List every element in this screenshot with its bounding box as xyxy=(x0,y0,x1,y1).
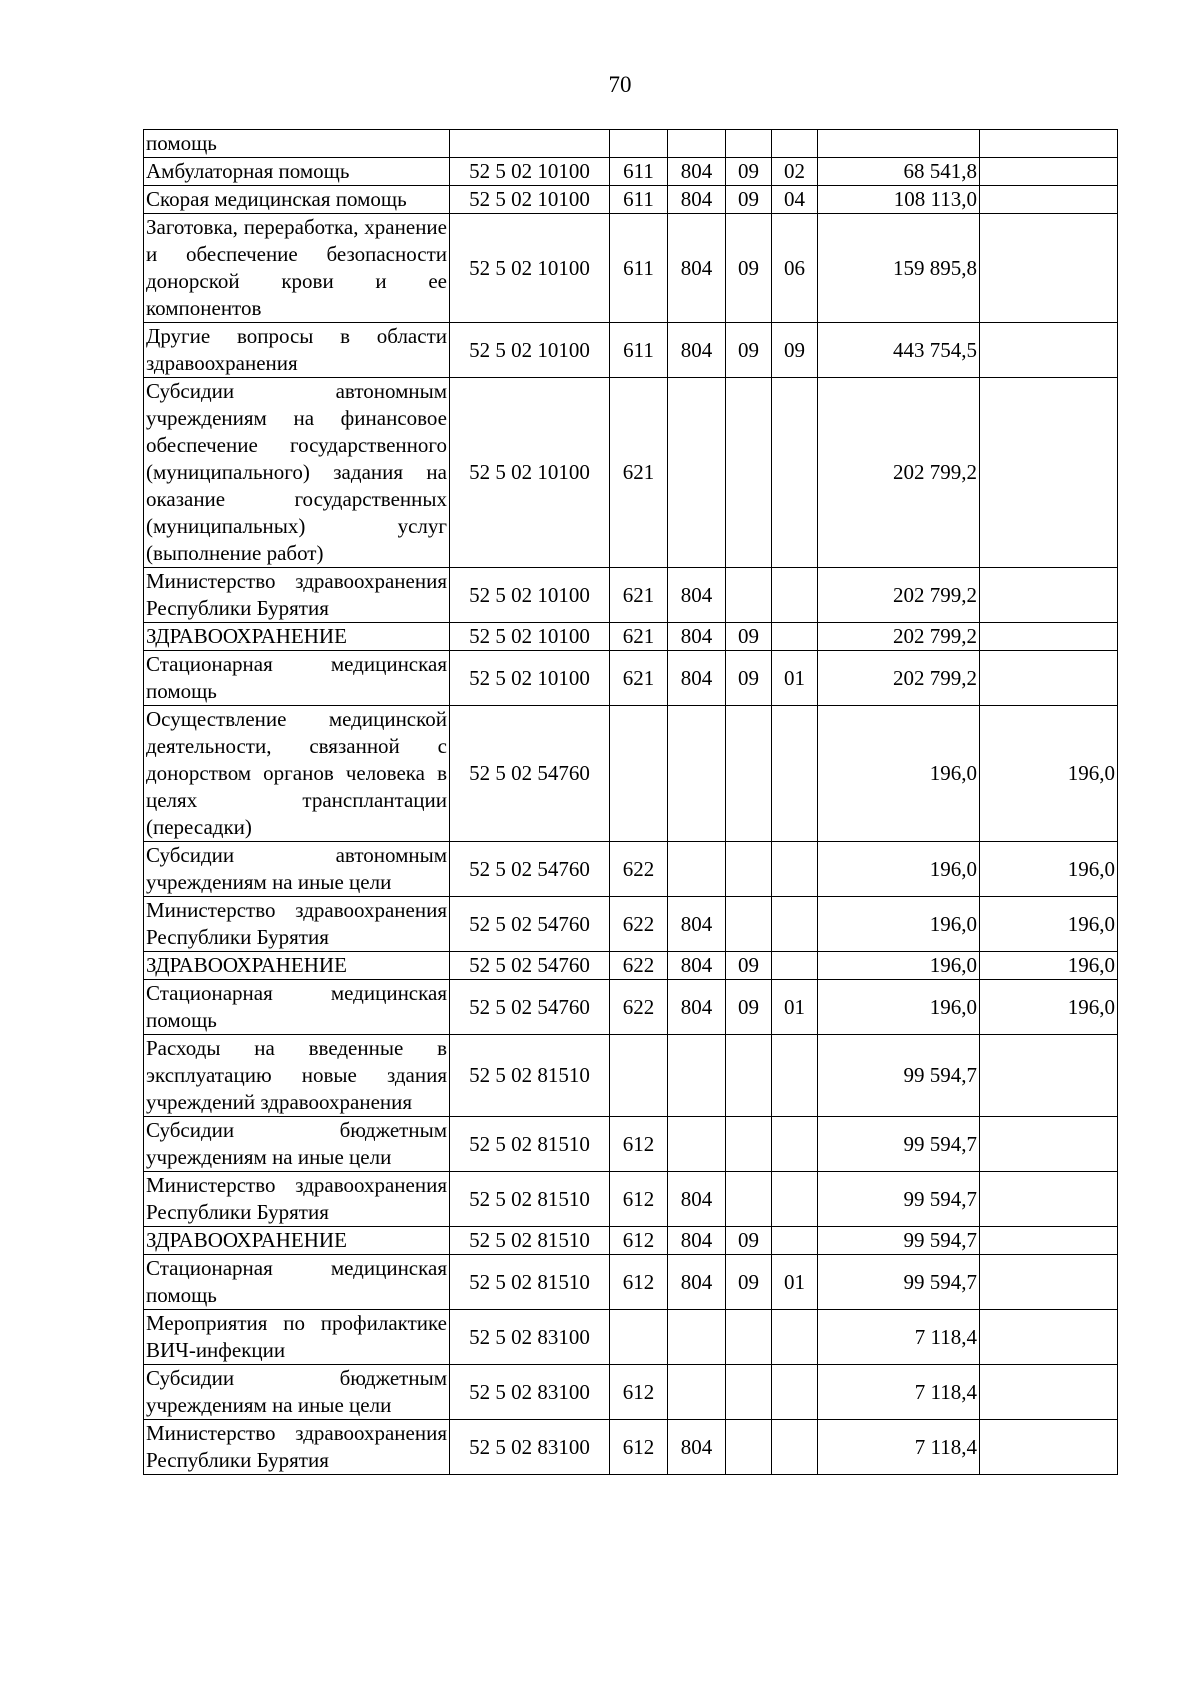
expense-type-cell: 611 xyxy=(610,158,668,186)
federal-amount-cell xyxy=(980,130,1118,158)
federal-amount-cell xyxy=(980,651,1118,706)
subsection-code-cell xyxy=(772,623,818,651)
table-row xyxy=(144,568,1118,623)
expense-type-cell: 621 xyxy=(610,623,668,651)
table-row xyxy=(144,706,1118,842)
administrator-code-cell: 804 xyxy=(668,897,726,952)
subsection-code-cell xyxy=(772,706,818,842)
federal-amount-cell xyxy=(980,378,1118,568)
row-name-cell: Расходы на введенные в эксплуатацию новые здания учреждений здравоохранения xyxy=(144,1035,450,1117)
subsection-code-cell xyxy=(772,1310,818,1365)
administrator-code-cell: 804 xyxy=(668,623,726,651)
row-name-cell: Заготовка, переработка, хранение и обеспечение безопасности донорской крови и ее компонентов xyxy=(144,214,450,323)
amount-cell: 7 118,4 xyxy=(818,1420,980,1475)
row-name-cell: Субсидии автономным учреждениям на финансовое обеспечение государственного (муниципального) задания на оказание государственных (муниципальных) услуг (выполнение работ) xyxy=(144,378,450,568)
table-row xyxy=(144,952,1118,980)
subsection-code-cell: 01 xyxy=(772,1255,818,1310)
amount-cell: 196,0 xyxy=(818,980,980,1035)
expense-type-cell: 612 xyxy=(610,1420,668,1475)
table-row xyxy=(144,1035,1118,1117)
row-name-cell: Мероприятия по профилактике ВИЧ-инфекции xyxy=(144,1310,450,1365)
section-code-cell xyxy=(726,378,772,568)
administrator-code-cell xyxy=(668,1365,726,1420)
federal-amount-cell: 196,0 xyxy=(980,842,1118,897)
table-row xyxy=(144,1117,1118,1172)
row-name-cell: Амбулаторная помощь xyxy=(144,158,450,186)
amount-cell: 68 541,8 xyxy=(818,158,980,186)
section-code-cell xyxy=(726,1420,772,1475)
administrator-code-cell: 804 xyxy=(668,1172,726,1227)
expense-type-cell: 622 xyxy=(610,897,668,952)
federal-amount-cell: 196,0 xyxy=(980,897,1118,952)
table-row xyxy=(144,980,1118,1035)
target-article-cell: 52 5 02 54760 xyxy=(450,897,610,952)
target-article-cell: 52 5 02 83100 xyxy=(450,1310,610,1365)
amount-cell: 202 799,2 xyxy=(818,568,980,623)
expense-type-cell: 612 xyxy=(610,1172,668,1227)
table-row xyxy=(144,897,1118,952)
subsection-code-cell xyxy=(772,1420,818,1475)
target-article-cell: 52 5 02 10100 xyxy=(450,651,610,706)
target-article-cell: 52 5 02 81510 xyxy=(450,1255,610,1310)
expense-type-cell: 622 xyxy=(610,842,668,897)
row-name-cell: Осуществление медицинской деятельности, связанной с донорством органов человека в целях трансплантации (пересадки) xyxy=(144,706,450,842)
table-row xyxy=(144,1227,1118,1255)
federal-amount-cell xyxy=(980,1365,1118,1420)
table-row xyxy=(144,1365,1118,1420)
expense-type-cell: 612 xyxy=(610,1227,668,1255)
subsection-code-cell xyxy=(772,378,818,568)
amount-cell: 443 754,5 xyxy=(818,323,980,378)
expense-type-cell xyxy=(610,1035,668,1117)
federal-amount-cell: 196,0 xyxy=(980,952,1118,980)
expense-type-cell: 611 xyxy=(610,323,668,378)
target-article-cell: 52 5 02 10100 xyxy=(450,623,610,651)
expense-type-cell: 622 xyxy=(610,952,668,980)
row-name-cell: Субсидии автономным учреждениям на иные цели xyxy=(144,842,450,897)
section-code-cell xyxy=(726,1117,772,1172)
subsection-code-cell: 01 xyxy=(772,651,818,706)
target-article-cell: 52 5 02 81510 xyxy=(450,1035,610,1117)
subsection-code-cell: 09 xyxy=(772,323,818,378)
target-article-cell: 52 5 02 10100 xyxy=(450,378,610,568)
administrator-code-cell xyxy=(668,706,726,842)
target-article-cell: 52 5 02 83100 xyxy=(450,1365,610,1420)
target-article-cell: 52 5 02 10100 xyxy=(450,214,610,323)
amount-cell xyxy=(818,130,980,158)
subsection-code-cell: 04 xyxy=(772,186,818,214)
administrator-code-cell xyxy=(668,842,726,897)
federal-amount-cell xyxy=(980,623,1118,651)
expense-type-cell: 611 xyxy=(610,214,668,323)
target-article-cell: 52 5 02 81510 xyxy=(450,1117,610,1172)
section-code-cell: 09 xyxy=(726,1255,772,1310)
table-row xyxy=(144,130,1118,158)
federal-amount-cell xyxy=(980,1310,1118,1365)
amount-cell: 196,0 xyxy=(818,706,980,842)
target-article-cell: 52 5 02 54760 xyxy=(450,952,610,980)
row-name-cell: Министерство здравоохранения Республики Бурятия xyxy=(144,568,450,623)
row-name-cell: Министерство здравоохранения Республики Бурятия xyxy=(144,1172,450,1227)
expense-type-cell: 612 xyxy=(610,1117,668,1172)
row-name-cell: ЗДРАВООХРАНЕНИЕ xyxy=(144,1227,450,1255)
row-name-cell: ЗДРАВООХРАНЕНИЕ xyxy=(144,952,450,980)
table-row xyxy=(144,1255,1118,1310)
federal-amount-cell xyxy=(980,158,1118,186)
target-article-cell: 52 5 02 10100 xyxy=(450,568,610,623)
amount-cell: 159 895,8 xyxy=(818,214,980,323)
row-name-cell: Министерство здравоохранения Республики Бурятия xyxy=(144,1420,450,1475)
subsection-code-cell: 02 xyxy=(772,158,818,186)
table-body xyxy=(144,130,1118,1475)
section-code-cell xyxy=(726,1035,772,1117)
expense-type-cell xyxy=(610,706,668,842)
table-row xyxy=(144,1420,1118,1475)
target-article-cell: 52 5 02 54760 xyxy=(450,980,610,1035)
federal-amount-cell xyxy=(980,323,1118,378)
row-name-cell: Стационарная медицинская помощь xyxy=(144,651,450,706)
federal-amount-cell xyxy=(980,1420,1118,1475)
section-code-cell xyxy=(726,130,772,158)
table-row xyxy=(144,623,1118,651)
table-row xyxy=(144,651,1118,706)
amount-cell: 7 118,4 xyxy=(818,1365,980,1420)
amount-cell: 99 594,7 xyxy=(818,1227,980,1255)
section-code-cell: 09 xyxy=(726,623,772,651)
administrator-code-cell: 804 xyxy=(668,568,726,623)
administrator-code-cell: 804 xyxy=(668,651,726,706)
amount-cell: 99 594,7 xyxy=(818,1172,980,1227)
administrator-code-cell xyxy=(668,130,726,158)
federal-amount-cell xyxy=(980,1227,1118,1255)
page-number: 70 xyxy=(608,72,632,97)
target-article-cell: 52 5 02 81510 xyxy=(450,1227,610,1255)
subsection-code-cell xyxy=(772,952,818,980)
amount-cell: 7 118,4 xyxy=(818,1310,980,1365)
section-code-cell: 09 xyxy=(726,214,772,323)
section-code-cell xyxy=(726,568,772,623)
federal-amount-cell: 196,0 xyxy=(980,980,1118,1035)
section-code-cell xyxy=(726,1365,772,1420)
amount-cell: 202 799,2 xyxy=(818,651,980,706)
row-name-cell: помощь xyxy=(144,130,450,158)
subsection-code-cell xyxy=(772,130,818,158)
subsection-code-cell: 01 xyxy=(772,980,818,1035)
administrator-code-cell xyxy=(668,1310,726,1365)
target-article-cell: 52 5 02 83100 xyxy=(450,1420,610,1475)
target-article-cell: 52 5 02 10100 xyxy=(450,186,610,214)
subsection-code-cell: 06 xyxy=(772,214,818,323)
table-row xyxy=(144,214,1118,323)
expense-type-cell: 612 xyxy=(610,1365,668,1420)
section-code-cell: 09 xyxy=(726,186,772,214)
table-row xyxy=(144,323,1118,378)
expense-type-cell: 621 xyxy=(610,651,668,706)
table-row xyxy=(144,378,1118,568)
subsection-code-cell xyxy=(772,1172,818,1227)
subsection-code-cell xyxy=(772,1365,818,1420)
federal-amount-cell xyxy=(980,568,1118,623)
section-code-cell: 09 xyxy=(726,952,772,980)
row-name-cell: Другие вопросы в области здравоохранения xyxy=(144,323,450,378)
target-article-cell: 52 5 02 54760 xyxy=(450,842,610,897)
federal-amount-cell xyxy=(980,1117,1118,1172)
section-code-cell: 09 xyxy=(726,651,772,706)
target-article-cell: 52 5 02 10100 xyxy=(450,323,610,378)
row-name-cell: ЗДРАВООХРАНЕНИЕ xyxy=(144,623,450,651)
amount-cell: 196,0 xyxy=(818,952,980,980)
row-name-cell: Субсидии бюджетным учреждениям на иные цели xyxy=(144,1365,450,1420)
table-row xyxy=(144,158,1118,186)
subsection-code-cell xyxy=(772,1117,818,1172)
row-name-cell: Стационарная медицинская помощь xyxy=(144,1255,450,1310)
amount-cell: 99 594,7 xyxy=(818,1035,980,1117)
amount-cell: 202 799,2 xyxy=(818,623,980,651)
expense-type-cell: 621 xyxy=(610,568,668,623)
administrator-code-cell xyxy=(668,378,726,568)
subsection-code-cell xyxy=(772,897,818,952)
federal-amount-cell: 196,0 xyxy=(980,706,1118,842)
administrator-code-cell: 804 xyxy=(668,1255,726,1310)
amount-cell: 108 113,0 xyxy=(818,186,980,214)
row-name-cell: Субсидии бюджетным учреждениям на иные цели xyxy=(144,1117,450,1172)
target-article-cell: 52 5 02 10100 xyxy=(450,158,610,186)
budget-table xyxy=(143,129,1118,1475)
row-name-cell: Стационарная медицинская помощь xyxy=(144,980,450,1035)
section-code-cell xyxy=(726,1172,772,1227)
administrator-code-cell: 804 xyxy=(668,952,726,980)
subsection-code-cell xyxy=(772,1227,818,1255)
table-row xyxy=(144,1172,1118,1227)
row-name-cell: Министерство здравоохранения Республики Бурятия xyxy=(144,897,450,952)
subsection-code-cell xyxy=(772,568,818,623)
section-code-cell: 09 xyxy=(726,1227,772,1255)
row-name-cell: Скорая медицинская помощь xyxy=(144,186,450,214)
expense-type-cell: 612 xyxy=(610,1255,668,1310)
amount-cell: 196,0 xyxy=(818,842,980,897)
administrator-code-cell: 804 xyxy=(668,186,726,214)
federal-amount-cell xyxy=(980,1172,1118,1227)
federal-amount-cell xyxy=(980,214,1118,323)
expense-type-cell xyxy=(610,130,668,158)
section-code-cell: 09 xyxy=(726,158,772,186)
target-article-cell: 52 5 02 54760 xyxy=(450,706,610,842)
subsection-code-cell xyxy=(772,1035,818,1117)
administrator-code-cell: 804 xyxy=(668,1420,726,1475)
table-row xyxy=(144,842,1118,897)
expense-type-cell: 621 xyxy=(610,378,668,568)
section-code-cell xyxy=(726,1310,772,1365)
section-code-cell xyxy=(726,897,772,952)
table-row xyxy=(144,186,1118,214)
federal-amount-cell xyxy=(980,186,1118,214)
amount-cell: 99 594,7 xyxy=(818,1117,980,1172)
target-article-cell: 52 5 02 81510 xyxy=(450,1172,610,1227)
administrator-code-cell xyxy=(668,1117,726,1172)
amount-cell: 99 594,7 xyxy=(818,1255,980,1310)
amount-cell: 202 799,2 xyxy=(818,378,980,568)
section-code-cell xyxy=(726,706,772,842)
expense-type-cell xyxy=(610,1310,668,1365)
administrator-code-cell: 804 xyxy=(668,214,726,323)
administrator-code-cell: 804 xyxy=(668,323,726,378)
table-row xyxy=(144,1310,1118,1365)
section-code-cell: 09 xyxy=(726,980,772,1035)
subsection-code-cell xyxy=(772,842,818,897)
administrator-code-cell xyxy=(668,1035,726,1117)
target-article-cell xyxy=(450,130,610,158)
amount-cell: 196,0 xyxy=(818,897,980,952)
administrator-code-cell: 804 xyxy=(668,1227,726,1255)
administrator-code-cell: 804 xyxy=(668,980,726,1035)
federal-amount-cell xyxy=(980,1255,1118,1310)
administrator-code-cell: 804 xyxy=(668,158,726,186)
federal-amount-cell xyxy=(980,1035,1118,1117)
expense-type-cell: 622 xyxy=(610,980,668,1035)
section-code-cell xyxy=(726,842,772,897)
section-code-cell: 09 xyxy=(726,323,772,378)
expense-type-cell: 611 xyxy=(610,186,668,214)
